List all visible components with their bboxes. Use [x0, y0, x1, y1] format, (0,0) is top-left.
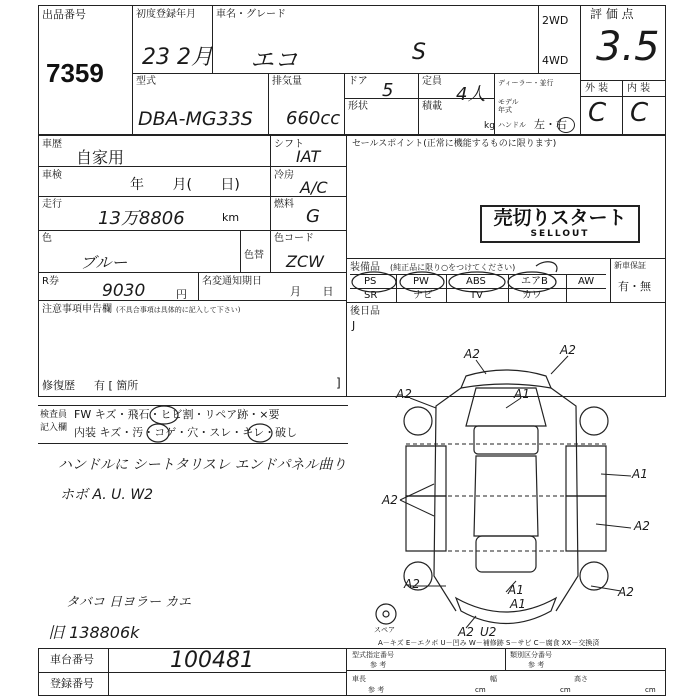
history-label: 車歴 — [42, 139, 62, 150]
mark-left-rear: A2 — [404, 577, 420, 591]
capacity-value: 4人 — [456, 84, 486, 105]
mark-hood: A1 — [514, 387, 530, 401]
ac-value: A/C — [300, 178, 328, 197]
handle-right-circle — [557, 117, 575, 133]
right-rear-door — [566, 496, 606, 551]
size-sub: 参 考 — [368, 686, 385, 694]
drive-2wd: 2WD — [542, 14, 569, 27]
drive-4wd: 4WD — [542, 54, 569, 67]
inspector-circles — [140, 403, 280, 445]
note-line4: 旧 138806k — [48, 623, 140, 642]
mark-right-rear-bottom: A2 — [618, 585, 634, 599]
equip-aw: AW — [578, 276, 595, 287]
circle-ps — [352, 272, 396, 292]
circle-abs — [449, 272, 505, 292]
aftermarket-label: 後日品 — [350, 306, 380, 317]
sellout-main: 売切りスタート — [493, 207, 627, 229]
load-label: 積載 — [422, 101, 442, 112]
shape-label: 形状 — [348, 101, 368, 112]
mark-right-rear: A2 — [634, 519, 650, 533]
front-left-wheel — [404, 407, 432, 435]
repair-value: 有 [ 箇所 — [94, 379, 139, 392]
first-reg-value: 23 2月 — [142, 45, 213, 70]
front-right-wheel — [580, 407, 608, 435]
color-code-label: 色コード — [274, 233, 314, 244]
mark-left-front: A2 — [396, 387, 412, 401]
designation-sub: 参 考 — [370, 661, 387, 669]
capacity-label: 定員 — [422, 76, 442, 87]
exterior-value: C — [588, 98, 607, 128]
inspector-row2: 内装 キズ・汚・コゲ・穴・スレ・キレ・破し — [74, 426, 298, 439]
repair-label: 修復歴 — [42, 379, 75, 392]
exterior-label: 外 装 — [585, 83, 609, 94]
circle-sales-note — [536, 262, 557, 272]
equipment-note: (純正品に限り○をつけてください) — [390, 263, 516, 272]
score-label: 評 価 点 — [590, 7, 634, 21]
circle-pw — [400, 272, 444, 292]
mark-right-side: A1 — [632, 467, 648, 481]
circle-wear — [248, 424, 272, 442]
dealer-label: ディーラー・並行 — [498, 79, 554, 87]
circle-chip — [150, 406, 178, 424]
name-label: 車名・グレード — [216, 9, 286, 20]
model-label: 型式 — [136, 76, 156, 87]
mark-rear-dent: U2 — [480, 625, 497, 639]
equip-pw: PW — [413, 276, 429, 287]
front-window — [474, 426, 538, 454]
shift-value: IAT — [296, 147, 321, 166]
equip-navi: ナビ — [413, 290, 433, 301]
right-front-door — [566, 446, 606, 496]
pointer-right-rear — [596, 524, 631, 528]
model-year-label: モデル年式 — [498, 98, 519, 114]
doors-label: ドア — [348, 76, 368, 87]
fuel-label: 燃料 — [274, 199, 294, 210]
pointer-left-front — [410, 398, 436, 408]
spare-wheel-hub — [383, 611, 389, 617]
lot-label: 出品番号 — [42, 8, 86, 21]
sellout-sub: SELLOUT — [530, 229, 590, 239]
length-label: 車長 — [352, 675, 366, 683]
damage-marks — [381, 343, 650, 639]
pointer-left-door-b — [400, 500, 434, 516]
aftermarket-value: J — [352, 319, 356, 332]
chassis-value: 100481 — [170, 648, 254, 673]
yen-unit: 円 — [176, 288, 187, 301]
length-cm: cm — [475, 686, 486, 694]
diagram-dashes — [406, 444, 606, 551]
first-reg-label: 初度登録年月 — [136, 9, 196, 20]
mark-rear-bumper: A1 — [508, 583, 524, 597]
equipment-label: 装備品 — [350, 262, 380, 273]
recycle-value: 9030 — [102, 281, 146, 301]
front-hood — [466, 388, 546, 426]
inspector-label: 検査員記入欄 — [40, 410, 68, 433]
mark-front-right-top: A2 — [560, 343, 576, 357]
color-code-value: ZCW — [286, 252, 324, 271]
grade-value: S — [412, 40, 426, 65]
new-car-value: 有・無 — [618, 280, 651, 293]
recycle-label: R券 — [42, 276, 59, 287]
interior-value: C — [630, 98, 649, 128]
category-sub: 参 考 — [528, 661, 545, 669]
rear-right-wheel — [580, 562, 608, 590]
color-value: ブルー — [80, 253, 128, 272]
shift-label: シフト — [274, 139, 304, 150]
equip-airbag: エアB — [521, 276, 548, 287]
equip-tv: TV — [470, 290, 483, 301]
inspection-label: 車検 — [42, 170, 62, 181]
note-line3: タバコ 日ヨラー カエ — [66, 595, 192, 610]
displacement-label: 排気量 — [272, 76, 302, 87]
rear-window — [476, 536, 536, 572]
width-cm: cm — [560, 686, 571, 694]
fuel-value: G — [306, 206, 320, 227]
score-value: 3.5 — [596, 24, 660, 70]
inspector-row1: FW キズ・飛石・ヒビ割・リペア跡・×要 — [74, 408, 280, 421]
mileage-value: 13万8806 — [98, 208, 185, 229]
new-car-label: 新車保証 — [614, 261, 646, 270]
car-damage-diagram — [346, 336, 666, 646]
front-bumper — [461, 370, 551, 388]
model-value: DBA-MG33S — [138, 108, 253, 130]
equip-ps: PS — [364, 276, 377, 287]
notice-value: 月 日 — [290, 285, 334, 298]
circle-stain — [147, 424, 169, 442]
rear-bumper — [456, 598, 556, 624]
left-front-door — [406, 446, 446, 496]
color-change-label: 色替 — [244, 250, 264, 261]
inspection-value: 年 月( 日) — [130, 177, 240, 193]
height-label: 高さ — [574, 675, 588, 683]
width-label: 幅 — [490, 675, 497, 683]
equip-sr: SR — [364, 290, 378, 301]
spare-wheel — [376, 604, 396, 624]
circle-airbag — [508, 272, 556, 292]
equip-leather: カワ — [522, 290, 542, 301]
pointer-left-door-a — [400, 484, 434, 500]
mileage-label: 走行 — [42, 199, 62, 210]
mark-rear-bottom: A1 — [510, 597, 526, 611]
sellout-stamp — [480, 205, 640, 243]
interior-label: 内 装 — [627, 83, 651, 94]
handle-label: ハンドル — [498, 121, 526, 129]
caution-note: (不具合事項は具体的に記入して下さい) — [116, 306, 241, 314]
caution-label: 注意事項申告欄 — [42, 304, 112, 315]
color-label: 色 — [42, 233, 52, 244]
mark-rear-left-bottom: A2 — [458, 625, 474, 639]
body-right — [551, 388, 578, 611]
damage-legend: A－キズ E－エクボ U－凹み W－補修跡 S－サビ C－腐食 XX－交換済 — [378, 639, 600, 647]
pointer-front-right-top — [551, 356, 568, 374]
category-label: 類別区分番号 — [510, 651, 552, 659]
history-value: 自家用 — [76, 148, 125, 167]
ac-label: 冷房 — [274, 170, 294, 181]
chassis-label: 車台番号 — [50, 653, 94, 666]
note-line2: ホボ A. U. W2 — [60, 487, 154, 503]
handle-value: 左・右 — [534, 118, 567, 131]
mark-front-left-top: A2 — [464, 347, 480, 361]
mark-left-door: A2 — [382, 493, 398, 507]
designation-label: 型式指定番号 — [352, 651, 394, 659]
reg-label: 登録番号 — [50, 677, 94, 690]
equipment-circles — [346, 258, 666, 304]
doors-value: 5 — [382, 80, 394, 101]
equip-abs: ABS — [466, 276, 486, 287]
notice-label: 名変通知期日 — [202, 276, 262, 287]
lot-number: 7359 — [46, 58, 104, 88]
spare-label: スペア — [374, 626, 395, 634]
sales-point-label: セールスポイント(正常に機能するものに限ります) — [352, 139, 557, 149]
kg-unit: kg — [484, 121, 495, 131]
height-cm: cm — [645, 686, 656, 694]
km-unit: km — [222, 211, 240, 224]
left-rear-door — [406, 496, 446, 551]
repair-bracket-close: ] — [336, 376, 341, 390]
note-line1: ハンドルに シートタリスレ エンドパネル曲り — [58, 457, 347, 473]
name-value: エコ — [250, 46, 298, 74]
body-left — [434, 388, 461, 611]
displacement-value: 660cc — [286, 108, 341, 129]
